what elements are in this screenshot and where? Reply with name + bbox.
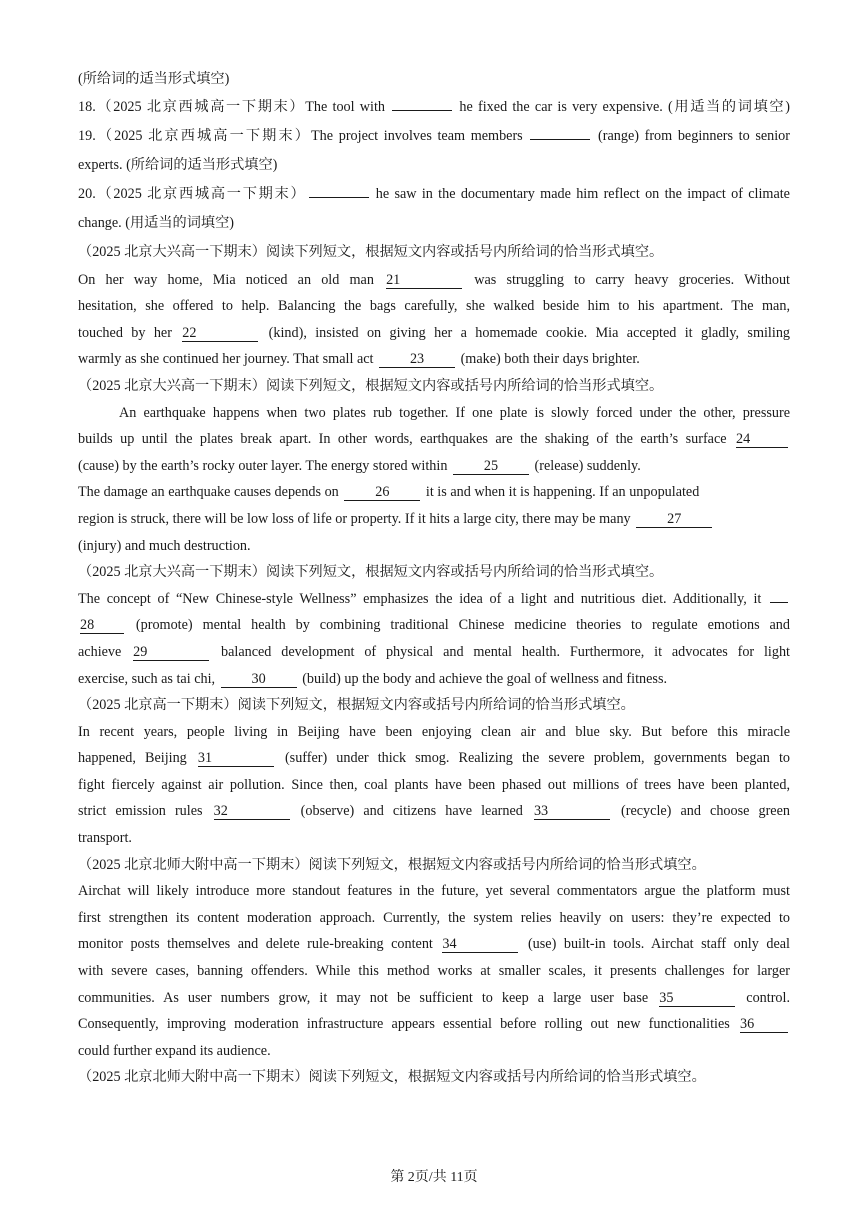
answer-blank-20 — [309, 182, 369, 198]
text-line: In recent years, people living in Beijing have been enjoying clean air and blue sky. But before this miracle — [78, 723, 790, 740]
text-line: hesitation, she offered to help. Balancing the bags carefully, she walked beside him to his apartment. The man, — [78, 298, 790, 315]
text-segment: (promote) mental health by combining traditional Chinese medicine theories to regulate emotions and — [126, 617, 790, 634]
question-20 — [78, 180, 790, 209]
text-line: An earthquake happens when two plates rub together. If one plate is slowly forced under the other, pressure — [119, 404, 790, 421]
text-segment: it is and when it is happening. If an unpopulated — [422, 484, 700, 501]
text-segment: (build) up the body and achieve the goal of wellness and fitness. — [298, 670, 668, 687]
text-line — [78, 1011, 790, 1038]
text-segment: achieve — [78, 643, 132, 660]
text-line: first strengthen its content moderation approach. Currently, the system relies heavily on users: they’re expected to — [78, 909, 790, 926]
text-segment: touched by her — [78, 324, 181, 341]
text-line — [78, 453, 790, 480]
text-line — [78, 267, 790, 294]
text-segment: (observe) and citizens have learned — [291, 803, 532, 820]
passage-heading: （2025 北京北师大附中高一下期末）阅读下列短文，根据短文内容或括号内所给词的恰当形式填空。 — [78, 1069, 706, 1086]
text-line: fight fiercely against air pollution. Since then, coal plants have been phased out millions of trees have been planted, — [78, 776, 790, 793]
answer-blank-27: 27 — [636, 512, 712, 528]
text-line — [78, 346, 790, 373]
answer-blank-32: 32 — [214, 804, 290, 820]
text-segment: The concept of “New Chinese-style Wellness” emphasizes the idea of a light and nutritious diet. Additionally, it — [78, 590, 768, 607]
answer-blank-28: 28 — [80, 618, 124, 634]
text-segment: (kind), insisted on giving her a homemade cookie. Mia accepted it gladly, smiling — [260, 324, 791, 341]
text-line — [78, 612, 790, 639]
text-line — [78, 479, 790, 506]
text-segment: builds up until the plates break apart. In other words, earthquakes are the shaking of the earth’s surface — [78, 431, 734, 448]
text-line — [78, 985, 790, 1012]
passage-heading: （2025 北京大兴高一下期末）阅读下列短文，根据短文内容或括号内所给词的恰当形式填空。 — [78, 243, 664, 260]
answer-blank-29: 29 — [133, 645, 209, 661]
text-segment: was struggling to carry heavy groceries. Without — [464, 271, 790, 288]
text-segment: strict emission rules — [78, 803, 212, 820]
question-19 — [78, 122, 790, 151]
answer-blank-18 — [392, 95, 452, 111]
answer-blank-33: 33 — [534, 804, 610, 820]
answer-blank-31: 31 — [198, 751, 274, 767]
passage-heading: （2025 北京大兴高一下期末）阅读下列短文，根据短文内容或括号内所给词的恰当形式填空。 — [78, 377, 664, 394]
text-line: transport. — [78, 830, 132, 847]
text-segment: communities. As user numbers grow, it may not be sufficient to keep a large user base — [78, 989, 658, 1006]
text-segment: control. — [737, 989, 791, 1006]
text-segment: The damage an earthquake causes depends on — [78, 484, 343, 501]
answer-blank-30: 30 — [221, 672, 297, 688]
passage-heading: （2025 北京北师大附中高一下期末）阅读下列短文，根据短文内容或括号内所给词的恰当形式填空。 — [78, 856, 706, 873]
text-line — [78, 666, 790, 693]
text-line — [78, 506, 790, 533]
text-line — [78, 639, 790, 666]
text-line: experts. (所给词的适当形式填空) — [78, 156, 278, 173]
text-segment: he fixed the car is very expensive. (用适当的词填空) — [454, 98, 790, 115]
text-segment: (recycle) and choose green — [611, 803, 790, 820]
text-segment: On her way home, Mia noticed an old man — [78, 271, 385, 288]
answer-blank-26: 26 — [344, 485, 420, 501]
text-segment: (range) from beginners to senior — [592, 127, 790, 144]
text-line: with severe cases, banning offenders. While this method works at smaller scales, it presents challenges for larger — [78, 963, 790, 980]
text-segment: 19.（2025 北京西城高一下期末）The project involves team members — [78, 127, 529, 144]
text-line — [78, 320, 790, 347]
answer-blank-22: 22 — [182, 326, 258, 342]
answer-blank-28-start — [770, 587, 788, 603]
answer-blank-35: 35 — [659, 991, 735, 1007]
text-line — [78, 931, 790, 958]
text-line: Airchat will likely introduce more standout features in the future, yet several commentators argue the platform must — [78, 883, 790, 900]
page-number: 第 2页/共 11页 — [390, 1170, 478, 1185]
answer-blank-24: 24 — [736, 432, 788, 448]
text-segment: (release) suddenly. — [530, 457, 641, 474]
text-line — [78, 745, 790, 772]
question-18 — [78, 93, 790, 122]
text-segment: (use) built-in tools. Airchat staff only deal — [520, 936, 791, 953]
text-segment: he saw in the documentary made him reflect on the impact of climate — [370, 185, 790, 202]
text-segment: (cause) by the earth’s rocky outer layer. The energy stored within — [78, 457, 451, 474]
answer-blank-23: 23 — [379, 352, 455, 368]
text-segment: 18.（2025 北京西城高一下期末）The tool with — [78, 98, 391, 115]
document-body — [78, 66, 790, 1091]
passage-heading: （2025 北京大兴高一下期末）阅读下列短文，根据短文内容或括号内所给词的恰当形式填空。 — [78, 564, 664, 581]
answer-blank-19 — [530, 124, 590, 140]
text-line: (injury) and much destruction. — [78, 537, 251, 554]
text-line — [78, 426, 790, 453]
answer-blank-34: 34 — [442, 937, 518, 953]
text-segment: warmly as she continued her journey. That small act — [78, 351, 378, 368]
text-segment: (suffer) under thick smog. Realizing the severe problem, governments began to — [275, 750, 790, 767]
text-line: change. (用适当的词填空) — [78, 214, 235, 231]
text-line: could further expand its audience. — [78, 1042, 271, 1059]
text-segment: region is struck, there will be low loss of life or property. If it hits a large city, there may be many — [78, 510, 635, 527]
answer-blank-36: 36 — [740, 1017, 788, 1033]
text-segment: balanced development of physical and mental health. Furthermore, it advocates for light — [211, 643, 790, 660]
text-segment: exercise, such as tai chi, — [78, 670, 219, 687]
text-line: (所给词的适当形式填空) — [78, 71, 230, 87]
passage-heading: （2025 北京高一下期末）阅读下列短文，根据短文内容或括号内所给词的恰当形式填空。 — [78, 697, 635, 714]
text-segment: (make) both their days brighter. — [457, 351, 640, 368]
text-segment: happened, Beijing — [78, 750, 196, 767]
answer-blank-21: 21 — [386, 273, 462, 289]
text-segment: 20.（2025 北京西城高一下期末） — [78, 185, 307, 202]
answer-blank-25: 25 — [453, 459, 529, 475]
text-line — [78, 798, 790, 825]
text-segment: Consequently, improving moderation infrastructure appears essential before rolling out new functionalities — [78, 1016, 738, 1033]
text-segment: monitor posts themselves and delete rule-breaking content — [78, 936, 441, 953]
text-line — [78, 586, 790, 613]
